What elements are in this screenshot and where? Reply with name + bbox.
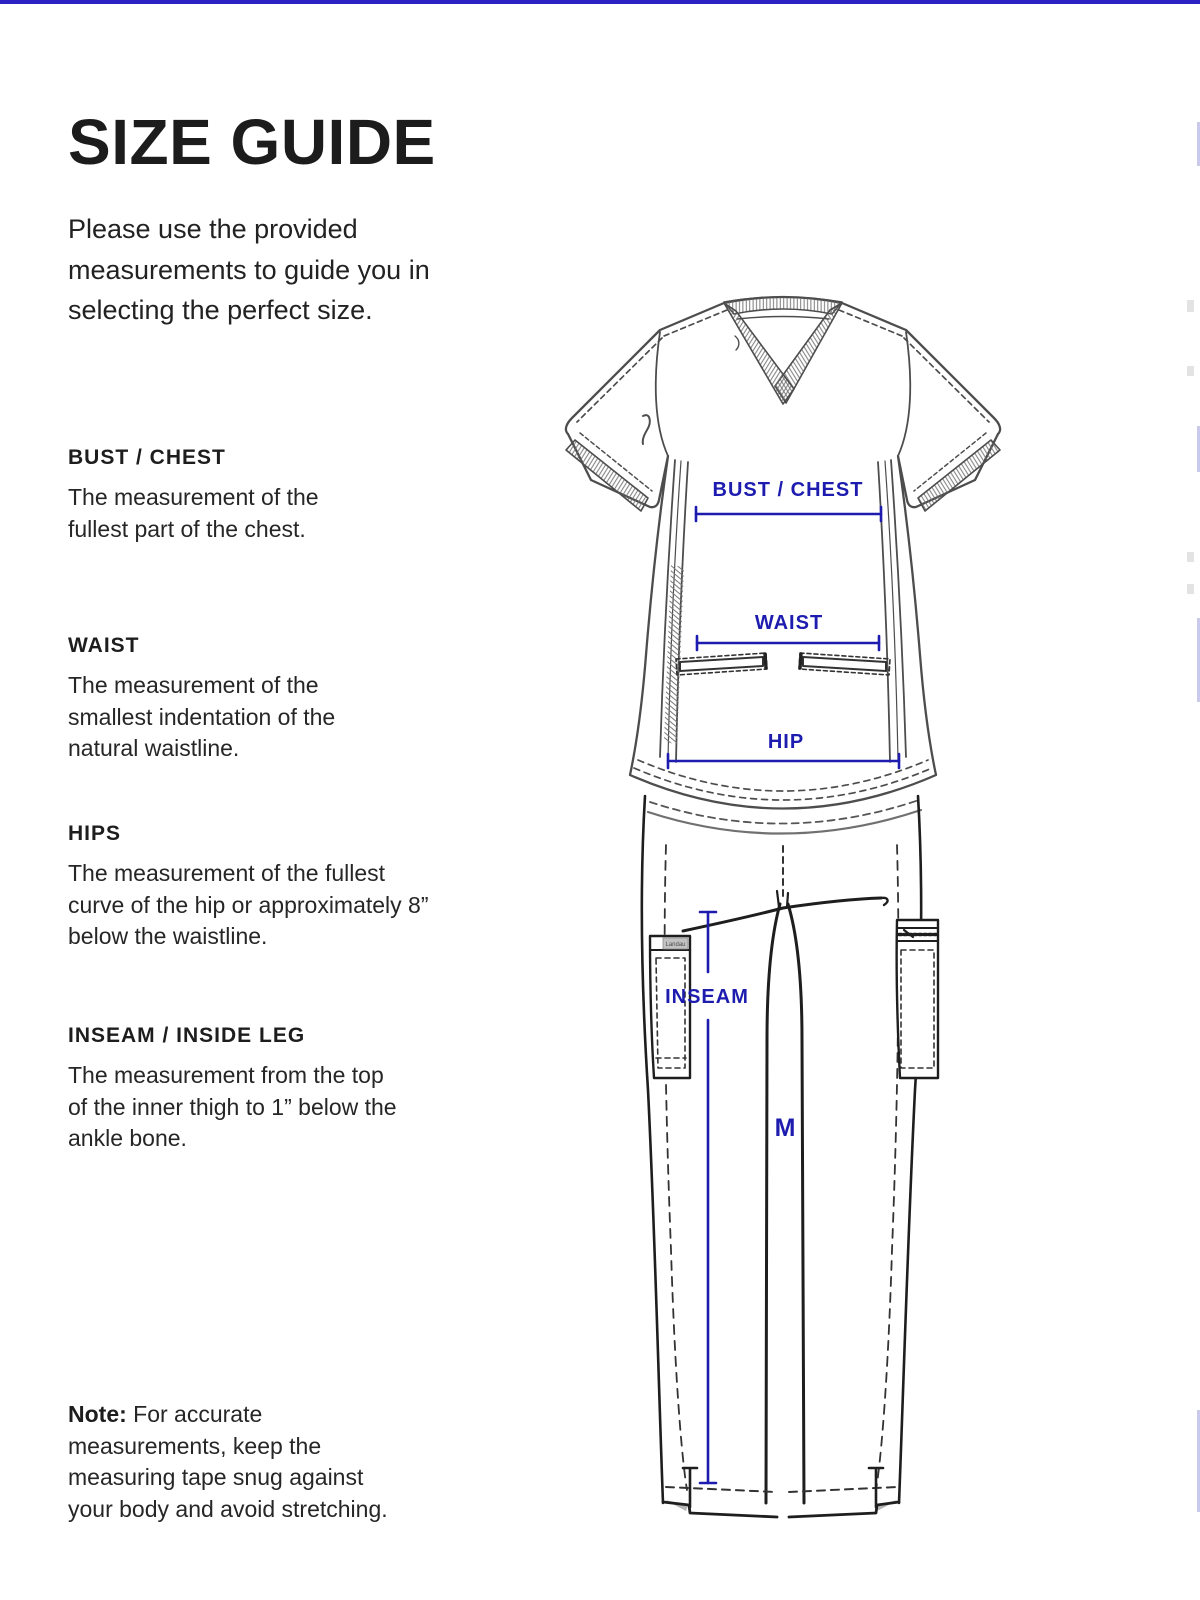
section-heading: BUST / CHEST [68,446,226,469]
clipped-content-fragment [1187,366,1194,376]
section-heading: WAIST [68,634,140,657]
bust-measure-label: BUST / CHEST [712,479,864,501]
inseam-measure-label: INSEAM [665,986,749,1008]
waist-measure-label: WAIST [754,612,824,634]
intro-text: Please use the provided measurements to guide you in selecting the perfect size. [68,214,430,325]
section-body: The measurement of the fullest part of the chest. [68,484,319,542]
section-bust-chest [68,446,370,545]
brand-tag-label: Landau [665,942,686,948]
section-heading: INSEAM / INSIDE LEG [68,1024,306,1047]
size-marker: M [774,1114,796,1142]
page-top-accent-border [0,0,1200,4]
section-heading: HIPS [68,822,122,845]
right-cargo-pocket [897,920,938,1078]
note-label: Note: [68,1401,127,1427]
section-waist [68,634,380,765]
note-text [68,1399,402,1525]
section-hips [68,822,440,953]
page-title: SIZE GUIDE [68,105,436,178]
clipped-content-fragment [1187,300,1194,312]
hip-measure-label: HIP [767,731,805,753]
scrub-pants-illustration [642,796,938,1517]
clipped-content-fragment [1187,552,1194,562]
clipped-content-fragment [1187,584,1194,594]
section-body: The measurement from the top of the inner thigh to 1” below the ankle bone. [68,1062,397,1151]
size-diagram [540,280,1040,1530]
section-body: The measurement of the fullest curve of the hip or approximately 8” below the waistline. [68,860,429,949]
section-body: The measurement of the smallest indentation of the natural waistline. [68,672,336,761]
note-body: For accurate measurements, keep the measuring tape snug against your body and avoid stretching. [68,1401,388,1522]
section-inseam [68,1024,400,1155]
